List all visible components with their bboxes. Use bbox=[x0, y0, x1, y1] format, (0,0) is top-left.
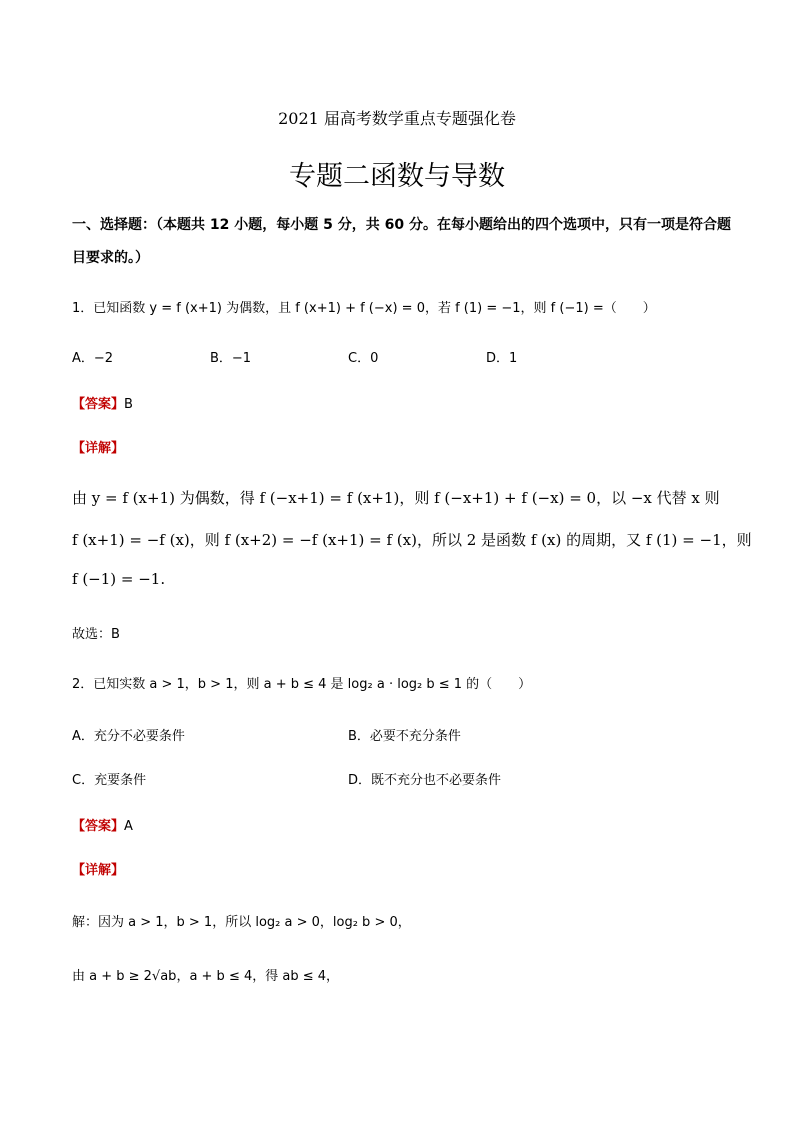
answer-value: A bbox=[124, 819, 133, 834]
q1-answer bbox=[72, 393, 133, 412]
section-instructions-line1: 一、选择题：（本题共 12 小题，每小题 5 分，共 60 分。在每小题给出的四个选项中，只有一项是符合题 bbox=[72, 217, 731, 233]
q1-choice: 故选：B bbox=[72, 627, 120, 642]
q1-detail-line2: f (x+1) = −f (x)，则 f (x+2) = −f (x+1) = f (x)，所以 2 是函数 f (x) 的周期，又 f (1) = −1，则 bbox=[72, 531, 752, 549]
q2-option-d: D．既不充分也不必要条件 bbox=[348, 773, 502, 788]
q2-detail-line2: 由 a + b ≥ 2√ab，a + b ≤ 4，得 ab ≤ 4， bbox=[72, 969, 340, 984]
q1-detail-line1: 由 y = f (x+1) 为偶数，得 f (−x+1) = f (x+1)，则 f (−x+1) + f (−x) = 0，以 −x 代替 x 则 bbox=[72, 489, 720, 507]
answer-value: B bbox=[124, 397, 133, 412]
exam-subtitle: 2021 届高考数学重点专题强化卷 bbox=[278, 109, 516, 128]
topic-title: 专题二函数与导数 bbox=[289, 161, 505, 192]
q2-answer bbox=[72, 815, 133, 834]
q2-detail-tag: 【详解】 bbox=[72, 863, 125, 878]
answer-tag: 【答案】 bbox=[72, 819, 125, 834]
question-2-stem: 2．已知实数 a > 1，b > 1，则 a + b ≤ 4 是 log₂ a · log₂ b ≤ 1 的（ ） bbox=[72, 677, 532, 692]
q1-option-b: B．−1 bbox=[210, 351, 252, 366]
q2-option-b: B．必要不充分条件 bbox=[348, 729, 461, 744]
q1-option-d: D．1 bbox=[486, 351, 518, 366]
q2-detail-line1: 解：因为 a > 1，b > 1，所以 log₂ a > 0，log₂ b > 0， bbox=[72, 915, 411, 930]
q1-detail-line3: f (−1) = −1. bbox=[72, 570, 166, 588]
section-instructions-line2: 目要求的。） bbox=[72, 250, 149, 266]
answer-tag: 【答案】 bbox=[72, 397, 125, 412]
q1-detail-tag: 【详解】 bbox=[72, 441, 125, 456]
q2-option-a: A．充分不必要条件 bbox=[72, 729, 185, 744]
question-1-stem: 1．已知函数 y = f (x+1) 为偶数，且 f (x+1) + f (−x) = 0，若 f (1) = −1，则 f (−1) =（ ） bbox=[72, 301, 656, 316]
q1-option-c: C．0 bbox=[348, 351, 379, 366]
q1-option-a: A．−2 bbox=[72, 351, 114, 366]
q2-option-c: C．充要条件 bbox=[72, 773, 147, 788]
